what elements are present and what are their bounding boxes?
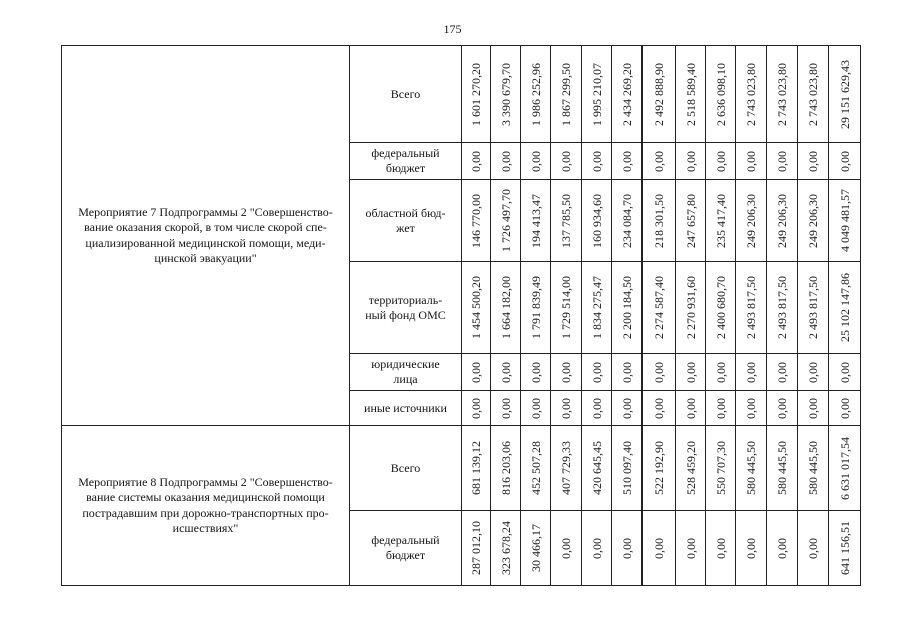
amount-value: 30 466,17 — [528, 524, 543, 572]
value-cell — [521, 180, 551, 262]
amount-value: 234 084,70 — [619, 193, 634, 248]
value-cell — [551, 262, 582, 354]
value-cell — [767, 391, 798, 426]
amount-value: 1 729 514,00 — [559, 276, 573, 339]
activity-name-line: циализированной медицинской помощи, меди- — [85, 235, 326, 250]
funding-source-cell — [350, 180, 462, 262]
amount-value: 420 645,45 — [589, 441, 604, 495]
value-cell — [462, 426, 491, 511]
value-cell — [767, 426, 798, 511]
value-cell — [521, 426, 551, 511]
value-cell — [736, 143, 767, 180]
page-number: 175 — [443, 22, 462, 36]
amount-value: 218 301,50 — [652, 193, 666, 248]
value-cell — [798, 180, 829, 262]
value-cell — [643, 511, 676, 586]
amount-value: 4 049 481,57 — [837, 189, 852, 252]
value-cell — [491, 143, 521, 180]
value-cell — [706, 46, 736, 143]
amount-value: 580 445,50 — [775, 441, 789, 495]
value-cell — [643, 391, 676, 426]
amount-value: 160 934,60 — [589, 193, 604, 248]
amount-value: 0,00 — [806, 537, 820, 559]
amount-value: 0,00 — [652, 150, 666, 172]
value-cell — [706, 426, 736, 511]
amount-value: 528 459,20 — [683, 441, 698, 495]
amount-value: 0,00 — [837, 397, 852, 419]
amount-value: 0,00 — [498, 150, 513, 172]
amount-value: 0,00 — [619, 361, 634, 383]
amount-value: 0,00 — [589, 150, 604, 172]
value-cell — [551, 143, 582, 180]
activity-name-line: Мероприятие 8 Подпрограммы 2 "Совершенство- — [78, 474, 333, 489]
amount-value: 1 995 210,07 — [589, 62, 604, 126]
value-cell — [612, 180, 643, 262]
amount-value: 522 192,90 — [652, 441, 666, 495]
amount-value: 407 729,33 — [559, 441, 573, 495]
amount-value: 6 631 017,54 — [837, 436, 852, 500]
amount-value: 452 507,28 — [528, 441, 543, 495]
amount-value: 0,00 — [528, 397, 543, 419]
amount-value: 29 151 629,43 — [837, 59, 852, 129]
amount-value: 0,00 — [619, 150, 634, 172]
amount-value: 1 791 839,49 — [528, 276, 543, 339]
amount-value: 194 413,47 — [528, 193, 543, 248]
amount-value: 249 206,30 — [806, 193, 820, 248]
amount-value: 0,00 — [775, 150, 789, 172]
funding-source-label: юридические — [371, 357, 440, 371]
activity-name-line: цинской эвакуации" — [154, 251, 257, 265]
funding-source-label: Всего — [390, 86, 421, 101]
amount-value: 0,00 — [683, 150, 698, 172]
amount-value: 2 492 888,90 — [652, 62, 666, 126]
value-cell — [491, 262, 521, 354]
funding-source-label: жет — [396, 220, 415, 235]
value-cell — [462, 143, 491, 180]
amount-value: 0,00 — [806, 150, 820, 172]
value-cell — [582, 46, 612, 143]
value-cell — [462, 180, 491, 262]
funding-source-cell — [350, 262, 462, 354]
amount-value: 0,00 — [775, 537, 789, 559]
amount-value: 146 770,00 — [469, 193, 483, 248]
value-cell — [462, 391, 491, 426]
funding-source-cell — [350, 46, 462, 143]
funding-source-label: бюджет — [385, 161, 426, 175]
amount-value: 0,00 — [469, 397, 483, 419]
amount-value: 0,00 — [652, 361, 666, 383]
value-cell — [582, 262, 612, 354]
value-cell — [521, 46, 551, 143]
amount-value: 2 743 023,80 — [775, 62, 789, 126]
activity-name-cell — [62, 46, 350, 426]
amount-value: 0,00 — [744, 150, 758, 172]
amount-value: 2 434 269,20 — [619, 62, 634, 126]
value-cell — [767, 354, 798, 391]
value-cell — [551, 511, 582, 586]
amount-value: 1 834 275,47 — [589, 276, 604, 339]
amount-value: 249 206,30 — [775, 193, 789, 248]
value-cell — [736, 180, 767, 262]
value-cell — [582, 180, 612, 262]
value-cell — [767, 46, 798, 143]
value-cell — [643, 143, 676, 180]
amount-value: 0,00 — [528, 361, 543, 383]
value-cell — [551, 46, 582, 143]
amount-value: 2 493 817,50 — [744, 276, 758, 339]
amount-value: 0,00 — [744, 537, 758, 559]
amount-value: 681 139,12 — [469, 441, 483, 495]
amount-value: 2 493 817,50 — [775, 276, 789, 339]
value-cell — [767, 511, 798, 586]
amount-value: 0,00 — [469, 150, 483, 172]
amount-value: 1 664 182,00 — [498, 276, 513, 339]
amount-value: 1 986 252,96 — [528, 62, 543, 126]
amount-value: 0,00 — [806, 361, 820, 383]
value-cell — [829, 143, 861, 180]
amount-value: 0,00 — [589, 537, 604, 559]
amount-value: 2 518 589,40 — [683, 62, 698, 126]
amount-value: 0,00 — [775, 361, 789, 383]
amount-value: 580 445,50 — [744, 441, 758, 495]
value-cell — [462, 354, 491, 391]
value-cell — [491, 391, 521, 426]
value-cell — [551, 391, 582, 426]
amount-value: 0,00 — [589, 397, 604, 419]
value-cell — [736, 391, 767, 426]
amount-value: 0,00 — [652, 397, 666, 419]
value-cell — [736, 262, 767, 354]
value-cell — [706, 143, 736, 180]
budget-table — [61, 45, 861, 586]
value-cell — [462, 46, 491, 143]
amount-value: 1 867 299,50 — [559, 62, 573, 126]
amount-value: 0,00 — [652, 537, 666, 559]
value-cell — [612, 262, 643, 354]
value-cell — [582, 391, 612, 426]
value-cell — [676, 511, 706, 586]
activity-name-line: вание системы оказания медицинской помощи — [86, 490, 325, 504]
value-cell — [798, 262, 829, 354]
amount-value: 247 657,80 — [683, 193, 698, 248]
value-cell — [676, 354, 706, 391]
amount-value: 0,00 — [713, 397, 728, 419]
amount-value: 3 390 679,70 — [498, 62, 513, 126]
value-cell — [491, 426, 521, 511]
value-cell — [798, 511, 829, 586]
funding-source-label: федеральный — [371, 533, 440, 547]
amount-value: 2 493 817,50 — [806, 276, 820, 339]
activity-name-line: вание оказания скорой, в том числе скорой спе- — [84, 220, 327, 234]
amount-value: 0,00 — [683, 537, 698, 559]
value-cell — [767, 180, 798, 262]
value-cell — [491, 354, 521, 391]
value-cell — [798, 354, 829, 391]
activity-name-cell — [62, 426, 350, 586]
amount-value: 0,00 — [559, 537, 573, 559]
funding-source-cell — [350, 511, 462, 586]
amount-value: 0,00 — [469, 361, 483, 383]
value-cell — [676, 391, 706, 426]
amount-value: 0,00 — [806, 397, 820, 419]
value-cell — [829, 511, 861, 586]
value-cell — [551, 354, 582, 391]
value-cell — [612, 391, 643, 426]
amount-value: 0,00 — [713, 361, 728, 383]
value-cell — [643, 46, 676, 143]
funding-source-label: Всего — [390, 460, 421, 475]
value-cell — [706, 511, 736, 586]
funding-source-cell — [350, 391, 462, 426]
amount-value: 2 274 587,40 — [652, 276, 666, 339]
amount-value: 1 601 270,20 — [469, 62, 483, 126]
amount-value: 0,00 — [528, 150, 543, 172]
amount-value: 0,00 — [559, 397, 573, 419]
value-cell — [612, 143, 643, 180]
amount-value: 0,00 — [559, 361, 573, 383]
amount-value: 510 097,40 — [619, 441, 634, 495]
value-cell — [736, 46, 767, 143]
funding-source-label: федеральный — [371, 146, 440, 160]
amount-value: 0,00 — [498, 397, 513, 419]
value-cell — [643, 354, 676, 391]
amount-value: 0,00 — [713, 537, 728, 559]
value-cell — [643, 180, 676, 262]
amount-value: 25 102 147,86 — [837, 273, 852, 342]
amount-value: 0,00 — [775, 397, 789, 419]
value-cell — [521, 354, 551, 391]
value-cell — [612, 511, 643, 586]
value-cell — [676, 180, 706, 262]
amount-value: 2 270 931,60 — [683, 276, 698, 339]
funding-source-label: территориаль- — [368, 292, 443, 307]
amount-value: 235 417,40 — [713, 193, 728, 248]
value-cell — [491, 511, 521, 586]
value-cell — [462, 262, 491, 354]
value-cell — [462, 511, 491, 586]
funding-source-cell — [350, 354, 462, 391]
funding-source-label: бюджет — [385, 548, 426, 562]
value-cell — [798, 143, 829, 180]
value-cell — [551, 180, 582, 262]
amount-value: 2 636 098,10 — [713, 62, 728, 126]
funding-source-label: ный фонд ОМС — [365, 307, 446, 322]
value-cell — [521, 391, 551, 426]
funding-source-label: лица — [393, 372, 418, 386]
amount-value: 2 743 023,80 — [744, 62, 758, 126]
amount-value: 816 203,06 — [498, 441, 513, 495]
value-cell — [798, 46, 829, 143]
value-cell — [798, 426, 829, 511]
value-cell — [798, 391, 829, 426]
value-cell — [521, 143, 551, 180]
value-cell — [551, 426, 582, 511]
value-cell — [676, 46, 706, 143]
value-cell — [767, 262, 798, 354]
value-cell — [706, 354, 736, 391]
funding-source-label: областной бюд- — [365, 205, 446, 220]
value-cell — [829, 391, 861, 426]
funding-source-cell — [350, 426, 462, 511]
amount-value: 0,00 — [559, 150, 573, 172]
value-cell — [521, 262, 551, 354]
amount-value: 0,00 — [619, 397, 634, 419]
amount-value: 2 200 184,50 — [619, 276, 634, 339]
value-cell — [582, 426, 612, 511]
value-cell — [676, 143, 706, 180]
value-cell — [736, 426, 767, 511]
amount-value: 0,00 — [498, 361, 513, 383]
amount-value: 641 156,51 — [837, 521, 852, 575]
amount-value: 0,00 — [683, 397, 698, 419]
value-cell — [643, 262, 676, 354]
value-cell — [643, 426, 676, 511]
value-cell — [582, 354, 612, 391]
amount-value: 0,00 — [837, 361, 852, 383]
amount-value: 1 454 500,20 — [469, 276, 483, 339]
amount-value: 323 678,24 — [498, 521, 513, 575]
value-cell — [582, 143, 612, 180]
activity-name-line: пострадавшим при дорожно-транспортных про- — [82, 505, 329, 520]
amount-value: 137 785,50 — [559, 193, 573, 248]
value-cell — [612, 46, 643, 143]
amount-value: 0,00 — [713, 150, 728, 172]
amount-value: 550 707,30 — [713, 441, 728, 495]
value-cell — [829, 354, 861, 391]
value-cell — [521, 511, 551, 586]
value-cell — [706, 180, 736, 262]
amount-value: 0,00 — [744, 397, 758, 419]
value-cell — [829, 426, 861, 511]
value-cell — [706, 391, 736, 426]
activity-name-line: исшествиях" — [172, 521, 239, 535]
amount-value: 287 012,10 — [469, 521, 483, 575]
amount-value: 0,00 — [683, 361, 698, 383]
activity-name-line: Мероприятие 7 Подпрограммы 2 "Совершенство- — [78, 204, 333, 219]
value-cell — [829, 46, 861, 143]
value-cell — [676, 426, 706, 511]
amount-value: 0,00 — [589, 361, 604, 383]
value-cell — [612, 354, 643, 391]
funding-source-cell — [350, 143, 462, 180]
value-cell — [829, 180, 861, 262]
value-cell — [767, 143, 798, 180]
amount-value: 0,00 — [837, 150, 852, 172]
amount-value: 2 400 680,70 — [713, 276, 728, 339]
value-cell — [491, 46, 521, 143]
amount-value: 249 206,30 — [744, 193, 758, 248]
funding-source-label: иные источники — [364, 400, 447, 415]
value-cell — [736, 511, 767, 586]
value-cell — [491, 180, 521, 262]
value-cell — [612, 426, 643, 511]
value-cell — [676, 262, 706, 354]
value-cell — [829, 262, 861, 354]
amount-value: 2 743 023,80 — [806, 62, 820, 126]
value-cell — [736, 354, 767, 391]
amount-value: 0,00 — [744, 361, 758, 383]
amount-value: 0,00 — [619, 537, 634, 559]
value-cell — [582, 511, 612, 586]
value-cell — [706, 262, 736, 354]
amount-value: 1 726 497,70 — [498, 189, 513, 252]
amount-value: 580 445,50 — [806, 441, 820, 495]
